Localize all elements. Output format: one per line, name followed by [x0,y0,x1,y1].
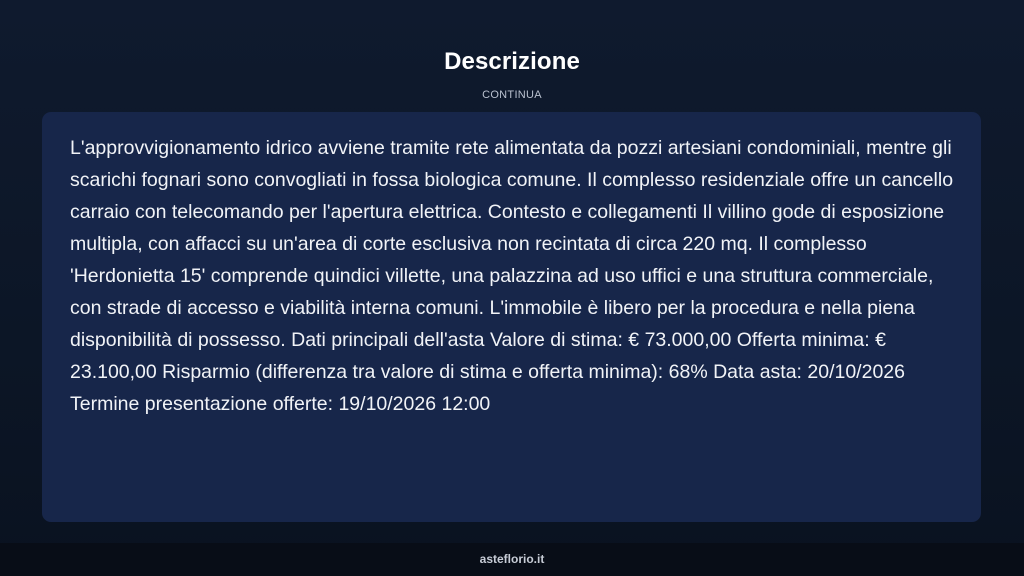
description-card [42,112,981,522]
page-title: Descrizione [444,48,580,75]
continue-label: CONTINUA [482,89,542,101]
footer-bar [0,543,1024,576]
description-text: L'approvvigionamento idrico avviene tramite rete alimentata da pozzi artesiani condominiali, mentre gli scarichi fognari sono convogliati in fossa biologica comune. Il complesso residenziale offre un cancello carraio con telecomando per l'apertura elettrica. Contesto e collegamenti Il villino gode di esposizione multipla, con affacci su un'area di corte esclusiva non recintata di circa 220 mq. Il complesso 'Herdonietta 15' comprende quindici villette, una palazzina ad uso uffici e una struttura commerciale, con strade di accesso e viabilità interna comuni. L'immobile è libero per la procedura e nella piena disponibilità di possesso. Dati principali dell'asta Valore di stima: € 73.000,00 Offerta minima: € 23.100,00 Risparmio (differenza tra valore di stima e offerta minima): 68% Data asta: 20/10/2026 Termine presentazione offerte: 19/10/2026 12:00 [70,137,954,415]
site-name: asteflorio.it [479,552,545,566]
